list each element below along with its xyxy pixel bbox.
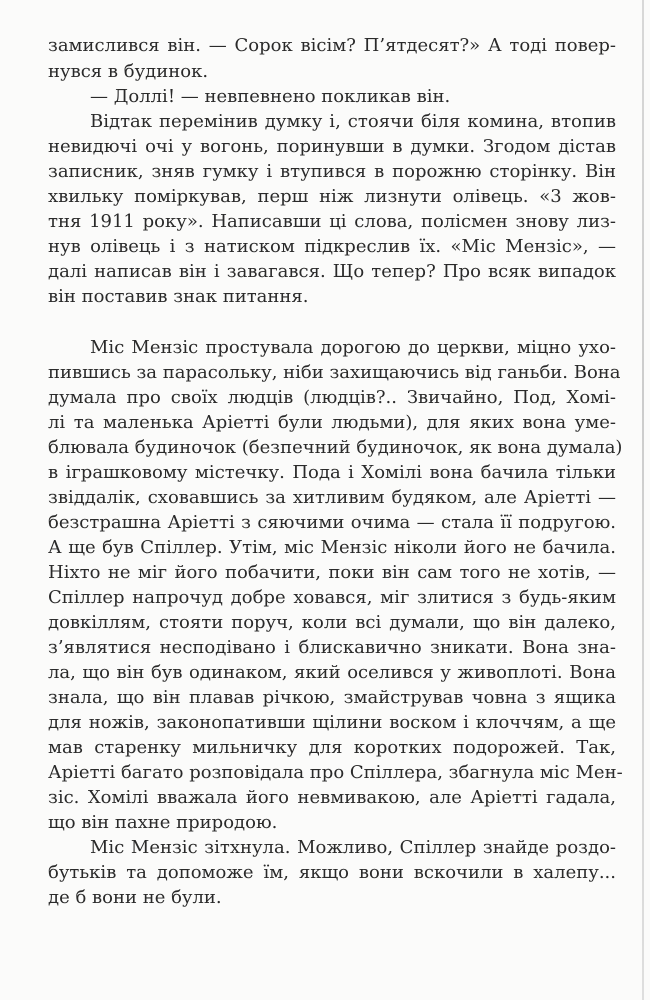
text-line: Ніхто не міг його побачити, поки він сам того не хотів, —	[48, 562, 616, 583]
text-line: нув олівець і з натиском підкреслив їх. «Міс Мензіс», —	[48, 236, 616, 257]
text-line: зіс. Хомілі вважала його невмивакою, але Аріетті гадала,	[48, 787, 616, 808]
text-line: Відтак перемінив думку і, стоячи біля комина, втопив	[90, 111, 616, 132]
text-line: лі та маленька Аріетті були людьми), для яких вона уме-	[48, 412, 616, 433]
text-line: блювала будиночок (безпечний будиночок, як вона думала)	[48, 437, 623, 458]
text-line: де б вони не були.	[48, 887, 222, 908]
text-line: бутьків та допоможе їм, якщо вони вскочили в халепу...	[48, 862, 616, 883]
text-line: ла, що він був одинаком, який оселився у живоплоті. Вона	[48, 662, 616, 683]
text-line: Міс Мензіс зітхнула. Можливо, Спіллер знайде роздо-	[90, 837, 616, 858]
text-line: що він пахне природою.	[48, 812, 278, 833]
text-line: Аріетті багато розповідала про Спіллера, збагнула міс Мен-	[48, 762, 623, 783]
text-line: для ножів, законопативши щілини воском і клоччям, а ще	[48, 712, 616, 733]
text-line: в іграшковому містечку. Пода і Хомілі вона бачила тільки	[48, 462, 616, 483]
text-line: довкіллям, стояти поруч, коли всі думали, що він далеко,	[48, 612, 616, 633]
text-line: звіддалік, сховавшись за хитливим будяком, але Аріетті —	[48, 487, 616, 508]
text-line: з’являтися несподівано і блискавично зникати. Вона зна-	[48, 637, 616, 658]
text-line: тня 1911 року». Написавши ці слова, полісмен знову лиз-	[48, 211, 616, 232]
text-line: — Доллі! — невпевнено покликав він.	[90, 86, 451, 107]
text-line: пившись за парасольку, ніби захищаючись від ганьби. Вона	[48, 362, 621, 383]
text-line: мав старенку мильничку для коротких подорожей. Так,	[48, 737, 616, 758]
text-line: записник, зняв гумку і втупився в порожню сторінку. Він	[48, 161, 616, 182]
text-line: замислився він. — Сорок вісім? П’ятдесят?» А тоді повер-	[48, 35, 616, 56]
text-line: хвильку поміркував, перш ніж лизнути олівець. «3 жов-	[48, 186, 616, 207]
page-edge-shadow	[642, 0, 644, 1000]
text-line: А ще був Спіллер. Утім, міс Мензіс ніколи його не бачила.	[48, 537, 616, 558]
text-line: Спіллер напрочуд добре ховався, міг злитися з будь-яким	[48, 587, 616, 608]
text-line: далі написав він і завагався. Що тепер? Про всяк випадок	[48, 261, 616, 282]
text-line: знала, що він плавав річкою, змайстрував човна з ящика	[48, 687, 616, 708]
text-line: нувся в будинок.	[48, 61, 209, 82]
text-line: думала про своїх людців (людців?.. Звичайно, Под, Хомі-	[48, 387, 616, 408]
text-line: Міс Мензіс простувала дорогою до церкви, міцно ухо-	[90, 337, 616, 358]
text-line: невидючі очі у вогонь, поринувши в думки. Згодом дістав	[48, 136, 616, 157]
text-line: він поставив знак питання.	[48, 286, 309, 307]
text-line: безстрашна Аріетті з сяючими очима — стала її подругою.	[48, 512, 616, 533]
